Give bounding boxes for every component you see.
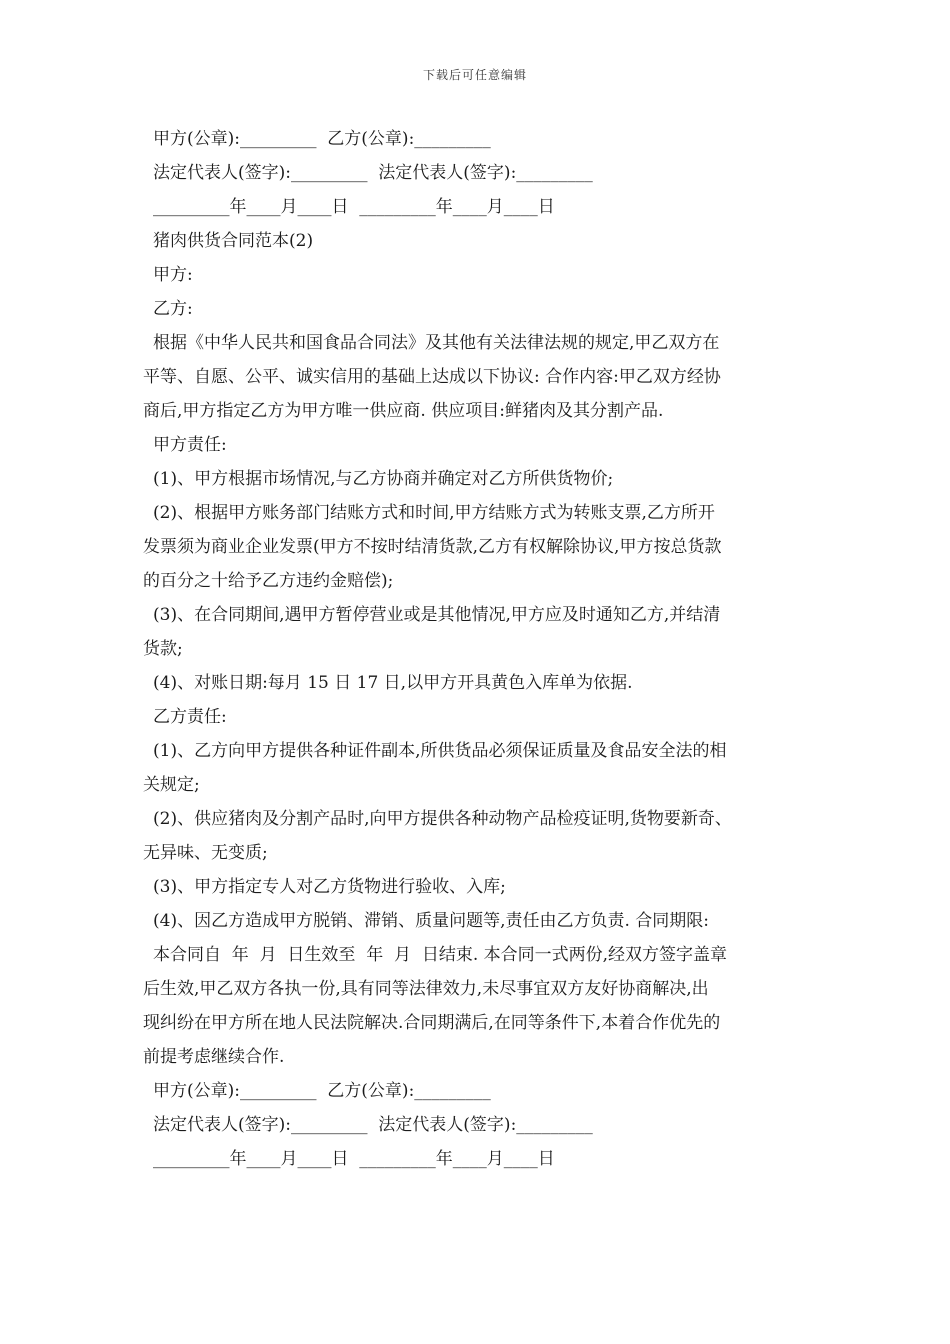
text-line: 甲方(公章):_________ 乙方(公章):_________ <box>153 1081 491 1101</box>
text-line: (1)、甲方根据市场情况,与乙方协商并确定对乙方所供货物价; <box>153 469 614 489</box>
text-line: 商后,甲方指定乙方为甲方唯一供应商. 供应项目:鲜猪肉及其分割产品. <box>143 401 664 421</box>
text-line: 的百分之十给予乙方违约金赔偿); <box>143 571 394 591</box>
text-line: 甲方: <box>153 265 193 285</box>
page-header-note: 下载后可任意编辑 <box>422 68 527 82</box>
text-line: 根据《中华人民共和国食品合同法》及其他有关法律法规的规定,甲乙双方在 <box>153 333 720 353</box>
text-line: 甲方责任: <box>153 435 227 455</box>
text-line: 法定代表人(签字):_________ 法定代表人(签字):_________ <box>153 163 593 183</box>
document-body <box>143 122 833 1176</box>
text-line: 前提考虑继续合作. <box>143 1047 285 1067</box>
text-line: 本合同自 年 月 日生效至 年 月 日结束. 本合同一式两份,经双方签字盖章 <box>153 945 728 965</box>
text-line: 货款; <box>143 639 183 659</box>
text-line: 后生效,甲乙双方各执一份,具有同等法律效力,未尽事宜双方友好协商解决,出 <box>143 979 709 999</box>
text-line: (3)、甲方指定专人对乙方货物进行验收、入库; <box>153 877 506 897</box>
text-line: 乙方: <box>153 299 193 319</box>
text-line: _________年____月____日 _________年____月____日 <box>153 1149 555 1169</box>
text-line: (4)、因乙方造成甲方脱销、滞销、质量问题等,责任由乙方负责. 合同期限: <box>153 911 710 931</box>
text-line: (3)、在合同期间,遇甲方暂停营业或是其他情况,甲方应及时通知乙方,并结清 <box>153 605 721 625</box>
text-line: (1)、乙方向甲方提供各种证件副本,所供货品必须保证质量及食品安全法的相 <box>153 741 727 761</box>
text-line: 关规定; <box>143 775 200 795</box>
text-line: 乙方责任: <box>153 707 227 727</box>
text-line: 现纠纷在甲方所在地人民法院解决.合同期满后,在同等条件下,本着合作优先的 <box>143 1013 721 1033</box>
text-line: (4)、对账日期:每月 15 日 17 日,以甲方开具黄色入库单为依据. <box>153 673 633 693</box>
text-line: 法定代表人(签字):_________ 法定代表人(签字):_________ <box>153 1115 593 1135</box>
text-line: _________年____月____日 _________年____月____日 <box>153 197 555 217</box>
text-line: 猪肉供货合同范本(2) <box>153 231 314 251</box>
text-line: 甲方(公章):_________ 乙方(公章):_________ <box>153 129 491 149</box>
text-line: 发票须为商业企业发票(甲方不按时结清货款,乙方有权解除协议,甲方按总货款 <box>143 537 722 557</box>
text-line: (2)、供应猪肉及分割产品时,向甲方提供各种动物产品检疫证明,货物要新奇、 <box>153 809 732 829</box>
text-line: (2)、根据甲方账务部门结账方式和时间,甲方结账方式为转账支票,乙方所开 <box>153 503 715 523</box>
text-line: 无异味、无变质; <box>143 843 268 863</box>
text-line: 平等、自愿、公平、诚实信用的基础上达成以下协议: 合作内容:甲乙双方经协 <box>143 367 721 387</box>
